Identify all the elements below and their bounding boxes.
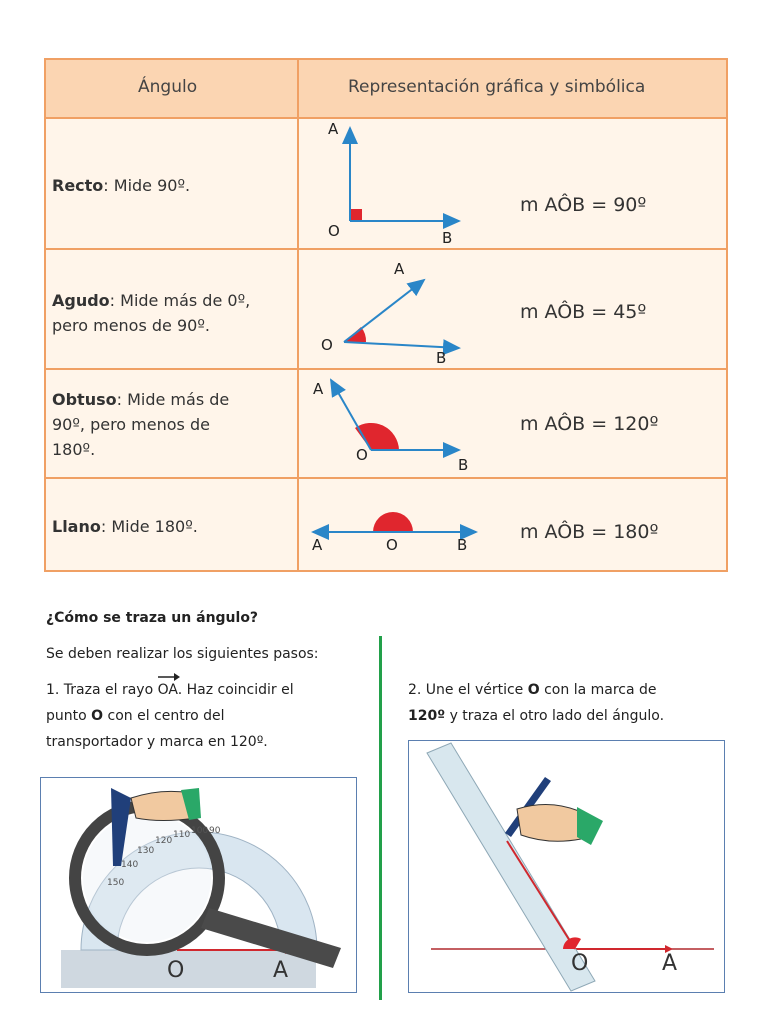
ray-oa-notation: OA [158,682,178,698]
angle-name: Agudo [52,291,110,310]
tick-150: 150 [107,878,125,888]
formula-llano: m AÔB = 180º [520,521,659,543]
straight-angle-diagram [301,480,501,570]
intro-text: Se deben realizar los siguientes pasos: [46,646,319,662]
column-divider-green [379,636,382,1000]
angle-name: Recto [52,176,104,195]
ruler-illustration [408,740,725,993]
label-o: O [571,951,589,976]
ray-ob [344,342,459,348]
angle-name: Llano [52,517,101,536]
label-a: A [313,380,324,398]
protractor-illustration [40,777,357,993]
ruler-scene [409,741,725,993]
table-header [46,60,726,119]
label-a: A [662,951,678,976]
straight-angle-mark [373,512,413,532]
hand-icon [517,804,581,841]
step-1: 1. Traza el rayo OA. Haz coincidir el punto O con el centro del transportador y marca en 120º. [46,677,366,755]
angle-name: Obtuso [52,390,117,409]
label-a: A [312,536,323,554]
label-o: O [386,536,398,554]
formula-agudo: m AÔB = 45º [520,301,647,323]
label-a: A [328,120,339,138]
tick-120: 120 [155,836,173,846]
label-b: B [436,349,447,367]
label-o: O [356,446,368,464]
angle-table [44,58,728,572]
ray-oa [331,380,371,450]
header-angle: Ángulo [138,77,198,97]
formula-recto: m AÔB = 90º [520,194,647,216]
section-heading: ¿Cómo se traza un ángulo? [46,610,259,626]
label-b: B [457,536,468,554]
tick-110: 110 [173,830,191,840]
ruler [427,743,595,991]
tick-140: 140 [121,860,139,870]
label-a: A [394,260,405,278]
label-o: O [328,222,340,240]
label-b: B [442,229,453,247]
tick-100: 100 [191,826,209,836]
tick-130: 130 [137,846,155,856]
ray-oa [344,280,424,342]
tick-90: 90 [209,826,221,836]
row-agudo-description: Agudo: Mide más de 0º, pero menos de 90º. [52,291,251,335]
ray-arrow-icon [156,672,182,682]
label-b: B [458,456,469,474]
row-recto-description: Recto: Mide 90º. [52,176,191,195]
protractor-scene [41,778,357,993]
step-2: 2. Une el vértice O con la marca de 120º y traza el otro lado del ángulo. [408,682,665,724]
right-angle-mark [350,209,362,221]
row-divider [46,477,726,479]
header-representation: Representación gráfica y simbólica [348,77,646,97]
label-o: O [321,336,333,354]
row-obtuso-description: Obtuso: Mide más de 90º, pero menos de 180º. [52,390,230,459]
row-llano-description: Llano: Mide 180º. [52,517,198,536]
label-a: A [273,958,289,983]
formula-obtuso: m AÔB = 120º [520,413,659,435]
label-o: O [167,958,185,983]
obtuse-angle-diagram [301,370,501,477]
column-divider [297,60,299,570]
